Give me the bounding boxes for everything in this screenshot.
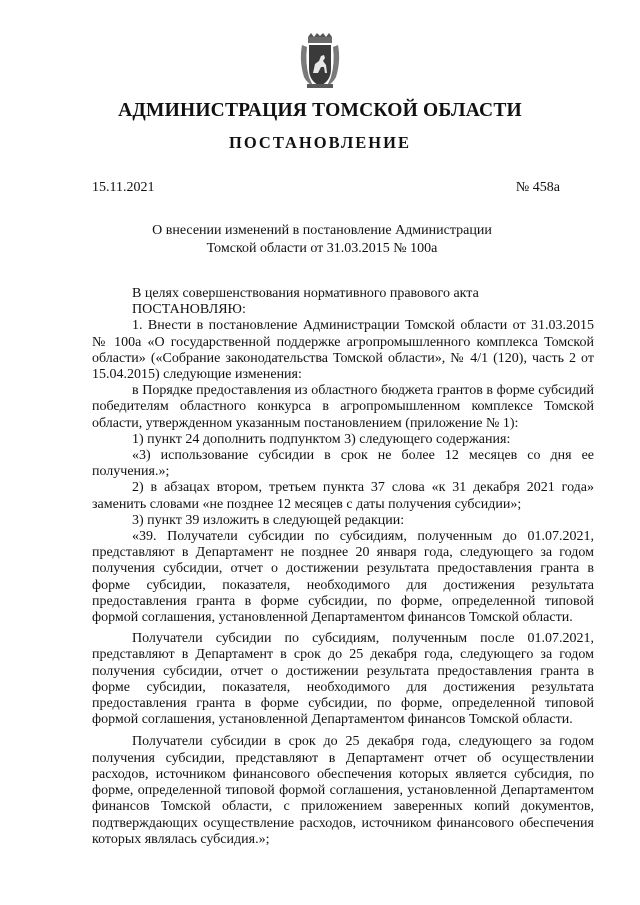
body-paragraph-4: «3) использование субсидии в срок не более 12 месяцев со дня ее получения.»; (92, 448, 594, 480)
organization-title: АДМИНИСТРАЦИЯ ТОМСКОЙ ОБЛАСТИ (118, 100, 522, 121)
body-paragraph-9: Получатели субсидии в срок до 25 декабря года, следующего за годом получения субсидии, представляют в Департамент отчет об осуществлении расходов, источником финансового обеспечения которых является субсидия, по форме, определенной типовой формой соглашения, установленной Департаментом финансов Томской области, с приложением заверенных копий документов, подтверждающих осуществление расходов, источником финансового обеспечения которых являлась субсидия.»; (92, 734, 594, 847)
body-paragraph-3: 1) пункт 24 дополнить подпунктом 3) следующего содержания: (132, 431, 511, 447)
subject-line-1: О внесении изменений в постановление Администрации (152, 223, 492, 238)
body-paragraph-2: в Порядке предоставления из областного бюджета грантов в форме субсидий победителям областного конкурса в агропромышленном комплексе Томской области, утвержденном указанным постановлением (приложение № 1): (92, 383, 594, 431)
body-paragraph-8: Получатели субсидии по субсидиям, полученным после 01.07.2021, представляют в Департамент в срок до 25 декабря года, следующего за годом получения субсидии, отчет о достижении результата предоставления гранта в форме субсидии, показателя, необходимого для достижения результата предоставления гранта в форме субсидии, по форме, определенной типовой формой соглашения, установленной Департаментом финансов Томской области. (92, 631, 594, 728)
document-body (92, 286, 594, 848)
body-paragraph-6: 3) пункт 39 изложить в следующей редакции: (132, 512, 405, 528)
document-date: 15.11.2021 (92, 180, 155, 195)
decree-paragraph: ПОСТАНОВЛЯЮ: (132, 302, 246, 318)
body-paragraph-7: «39. Получатели субсидии по субсидиям, полученным до 01.07.2021, представляют в Департамент не позднее 20 января года, следующего за годом получения субсидии, отчет о достижении результата предоставления гранта в форме субсидии, показателя, необходимого для достижения результата предоставления гранта в форме субсидии, по форме, определенной типовой формой соглашения, установленной Департаментом финансов Томской области. (92, 529, 594, 626)
preamble-paragraph: В целях совершенствования нормативного правового акта (132, 286, 479, 301)
document-type: ПОСТАНОВЛЕНИЕ (229, 133, 411, 152)
subject-line-2: Томской области от 31.03.2015 № 100а (206, 241, 438, 256)
document-subject (130, 222, 514, 258)
body-paragraph-5: 2) в абзацах втором, третьем пункта 37 слова «к 31 декабря 2021 года» заменить словами «не позднее 12 месяцев с даты получения субсидии»; (92, 480, 594, 512)
document-number: № 458а (515, 180, 560, 195)
body-paragraph-1: 1. Внести в постановление Администрации Томской области от 31.03.2015 № 100а «О государственной поддержке агропромышленного комплекса Томской области» («Собрание законодательства Томской области», № 4/1 (120), часть 2 от 15.04.2015) следующие изменения: (92, 318, 594, 383)
coat-of-arms-icon (299, 33, 341, 89)
